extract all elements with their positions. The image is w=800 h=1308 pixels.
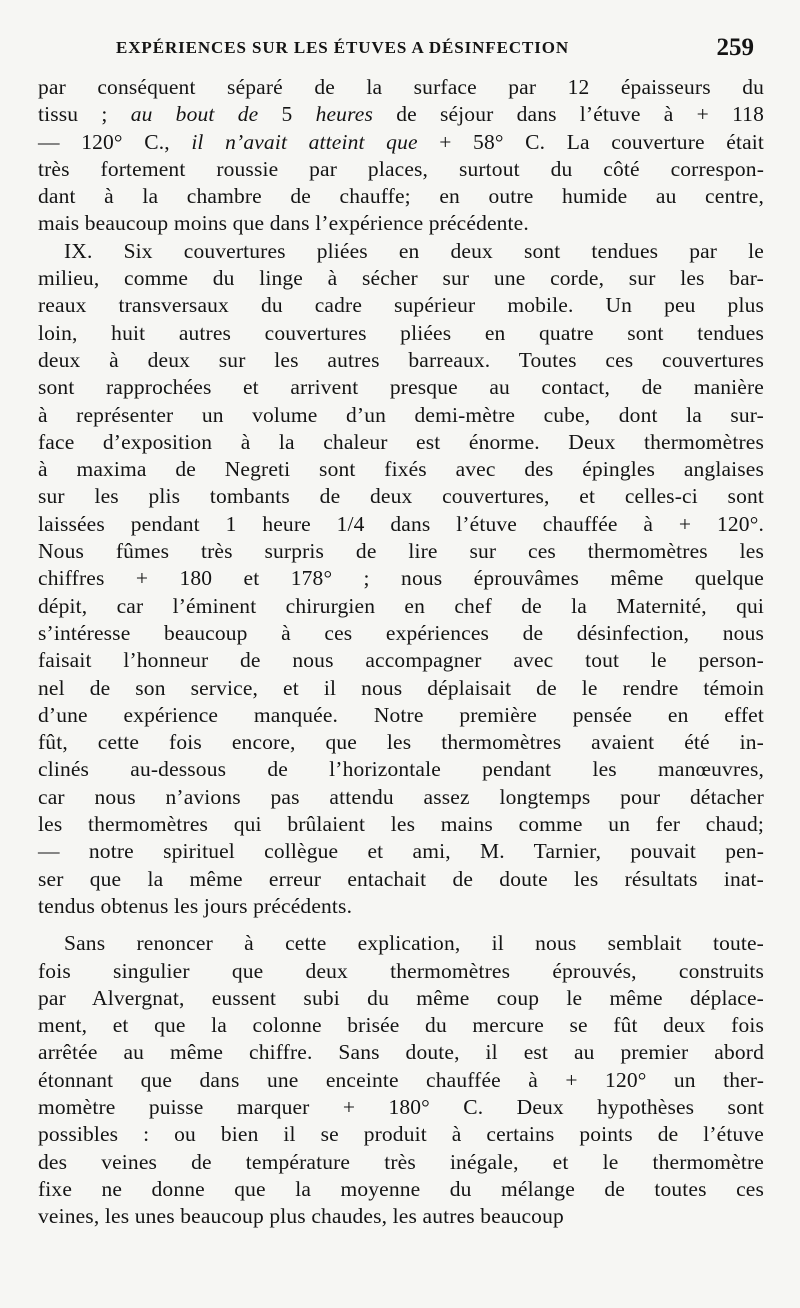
text-line: laissées pendant 1 heure 1/4 dans l’étuve chauffée à + 120°.	[38, 511, 764, 536]
page-number: 259	[716, 34, 754, 61]
italic-run: heures	[315, 102, 373, 127]
text-line: Sans renoncer à cette explication, il nous semblait toute-	[64, 931, 764, 956]
text-line: faisait l’honneur de nous accompagner avec tout le person-	[38, 648, 764, 673]
body-text	[38, 74, 764, 1230]
text-line: par Alvergnat, eussent subi du même coup le même déplace-	[38, 985, 764, 1010]
text-line: tendus obtenus les jours précédents.	[38, 893, 353, 918]
text-line	[38, 101, 764, 128]
paragraph-gap	[38, 920, 764, 930]
text-line: par conséquent séparé de la surface par 12 épaisseurs du	[38, 75, 764, 99]
text-line: car nous n’avions pas attendu assez longtemps pour détacher	[38, 784, 764, 809]
text-line: IX. Six couvertures pliées en deux sont tendues par le	[64, 238, 764, 263]
text-line: à représenter un volume d’un demi-mètre cube, dont la sur-	[38, 402, 764, 427]
text-line: des veines de température très inégale, et le thermomètre	[38, 1149, 764, 1174]
text-line: très fortement roussie par places, surtout du côté correspon-	[38, 156, 764, 181]
page-header	[38, 30, 764, 74]
text-line: sont rapprochées et arrivent presque au contact, de manière	[38, 375, 764, 400]
text-run: + 58° C. La couverture était	[417, 129, 765, 154]
text-line: nel de son service, et il nous déplaisait de le rendre témoin	[38, 675, 764, 700]
text-line: Nous fûmes très surpris de lire sur ces thermomètres les	[38, 539, 764, 564]
paragraph	[38, 74, 764, 238]
text-line: veines, les unes beaucoup plus chaudes, les autres beaucoup	[38, 1204, 564, 1229]
text-line: mais beaucoup moins que dans l’expérience précédente.	[38, 211, 529, 236]
text-line: à maxima de Negreti sont fixés avec des épingles anglaises	[38, 457, 764, 482]
text-line: possibles : ou bien il se produit à certains points de l’étuve	[38, 1122, 764, 1147]
text-line: étonnant que dans une enceinte chauffée à + 120° un ther-	[38, 1067, 764, 1092]
text-line: momètre puisse marquer + 180° C. Deux hypothèses sont	[38, 1094, 764, 1119]
italic-run: il n’avait atteint que	[191, 129, 418, 154]
text-line: chiffres + 180 et 178° ; nous éprouvâmes même quelque	[38, 566, 764, 591]
text-line: — notre spirituel collègue et ami, M. Tarnier, pouvait pen-	[38, 839, 764, 864]
text-run: — 120° C.,	[38, 129, 192, 154]
paragraph	[38, 930, 764, 1230]
text-line: loin, huit autres couvertures pliées en quatre sont tendues	[38, 320, 764, 345]
text-line: milieu, comme du linge à sécher sur une corde, sur les bar-	[38, 266, 764, 291]
text-run: de séjour dans l’étuve à + 118	[373, 102, 764, 127]
text-line: ment, et que la colonne brisée du mercure se fût deux fois	[38, 1013, 764, 1038]
text-run: 5	[258, 102, 316, 127]
text-line: sur les plis tombants de deux couvertures, et celles-ci sont	[38, 484, 764, 509]
text-line: arrêtée au même chiffre. Sans doute, il est au premier abord	[38, 1040, 764, 1065]
text-line: s’intéresse beaucoup à ces expériences de désinfection, nous	[38, 620, 764, 645]
text-run: tissu ;	[38, 102, 131, 127]
text-line: fois singulier que deux thermomètres éprouvés, construits	[38, 958, 764, 983]
italic-run: au bout de	[130, 102, 259, 127]
text-line: d’une expérience manquée. Notre première pensée en effet	[38, 702, 764, 727]
text-line: dant à la chambre de chauffe; en outre humide au centre,	[38, 184, 764, 209]
text-line: reaux transversaux du cadre supérieur mobile. Un peu plus	[38, 293, 764, 318]
text-line: fixe ne donne que la moyenne du mélange de toutes ces	[38, 1176, 764, 1201]
text-line	[38, 129, 764, 156]
text-line: face d’exposition à la chaleur est énorme. Deux thermomètres	[38, 429, 764, 454]
running-title: EXPÉRIENCES SUR LES ÉTUVES A DÉSINFECTION	[116, 38, 570, 57]
text-line: deux à deux sur les autres barreaux. Toutes ces couvertures	[38, 347, 764, 372]
text-line: les thermomètres qui brûlaient les mains comme un fer chaud;	[38, 812, 764, 837]
text-line: dépit, car l’éminent chirurgien en chef de la Maternité, qui	[38, 593, 764, 618]
text-line: fût, cette fois encore, que les thermomètres avaient été in-	[38, 730, 764, 755]
text-line: ser que la même erreur entachait de doute les résultats inat-	[38, 866, 764, 891]
text-line: clinés au-dessous de l’horizontale pendant les manœuvres,	[38, 757, 764, 782]
paragraph	[38, 238, 764, 920]
